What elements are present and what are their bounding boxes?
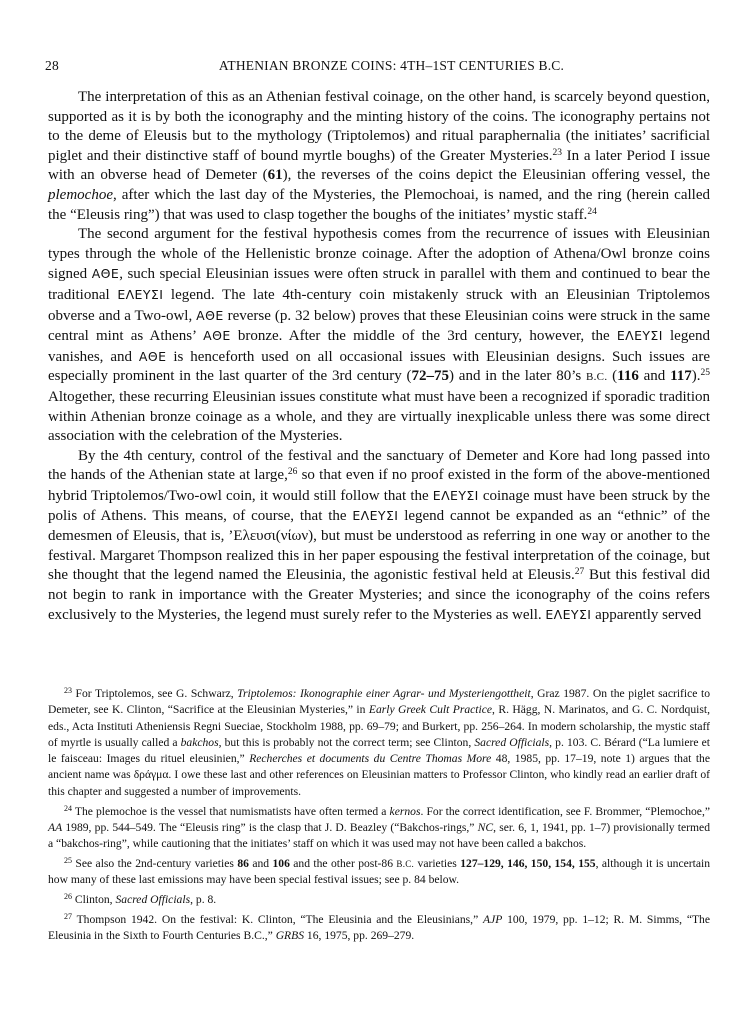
catalogue-ref: 106 [272,856,290,870]
text-run: apparently served [591,607,702,624]
text-run: Clinton, [72,893,116,907]
italic-title: AJP [483,912,503,926]
footnote-ref-26[interactable]: 26 [287,467,298,478]
catalogue-ref: 61 [267,167,283,184]
text-run: , but this is probably not the correct term; see Clinton, [218,735,475,749]
italic-title: Sacred Officials [474,735,550,749]
italic-title: GRBS [275,929,305,943]
greek-legend: ΑΘΕ [91,266,120,282]
text-run: But this festival did not begin to rank in importance with the Greater Mysteries; and since the iconography of the coins refers exclusively to the Mysteries, the legend must surely refer to the Mysteries as well. [48,567,710,624]
footnote-24 [48,804,710,853]
greek-legend: ΑΘΕ [203,328,231,344]
italic-term: plemochoe [48,186,113,203]
text-run: legend vanishes, and [48,328,710,365]
text-run: The second argument for the festival hypothesis comes from the recurrence of issues with Eleusinian types through the whole of the Hellenistic bronze coinage. After the adoption of Athena/Owl bronze coins signed [48,226,710,283]
footnote-number: 23 [64,686,72,695]
text-run: For Triptolemos, see G. Schwarz, [72,687,238,700]
italic-term: bakchos [180,735,219,749]
footnote-number: 26 [64,892,72,902]
page-number: 28 [45,58,59,73]
paragraph-3 [48,447,710,626]
text-run: legend cannot be expanded as an “ethnic” of the demesmen of Eleusis, that is, ’Ελευσι(νίων), but must be understood as referring in one way or another to the festival. Margaret Thompson realized this in her paper espousing the festival interpretation of the coinage, but she thought that the legend named the Eleusinia, the agonistic festival held at Eleusis. [48,508,710,584]
text-run: legend. The late 4th-century coin mistakenly struck with an Eleusinian Triptolemos obverse and a Two-owl, [48,286,711,324]
text-run: varieties [414,856,461,870]
italic-title: Early Greek Cult Practice [368,703,493,717]
text-run: . For the correct identification, see F. Brommer, “Plemochoe,” [420,804,710,818]
text-run: ( [607,368,618,385]
italic-title: NC [477,820,494,834]
italic-term: kernos [389,804,421,818]
text-run: , after which the last day of the Mysteries, the Plemochoai, is named, and the ring (herein called the “Eleusis ring”) that was used to clasp together the boughs of the initiates’ mystic staff. [48,186,710,223]
text-run: coinage must have been struck by the polis of Athens. This means, of course, that the [48,487,710,525]
italic-title: Sacred Officials [115,893,191,907]
paragraph-2 [48,225,710,447]
era-abbrev: B.C. [586,371,608,384]
footnote-ref-24[interactable]: 24 [587,206,597,217]
running-title: ATHENIAN BRONZE COINS: 4TH–1ST CENTURIES B.C. [218,58,565,73]
text-run: , although it is uncertain how many of these last emissions may have been special festival issues; see p. 84 below. [48,856,711,887]
greek-legend: ΑΘΕ [196,307,224,323]
text-run: Thompson 1942. On the festival: K. Clinton, “The Eleusinia and the Eleusinians,” [72,912,484,926]
footnote-25 [48,856,710,889]
text-run: , p. 8. [190,893,217,907]
greek-legend: ΕΛΕΥΣΙ [117,286,164,302]
greek-legend: ΕΛΕΥΣΙ [545,607,592,623]
text-run: reverse (p. 32 below) proves that these Eleusinian coins were struck in the same central mint as Athens’ [48,307,710,345]
text-run: The interpretation of this as an Athenian festival coinage, on the other hand, is scarcely beyond question, supported as it is by both the iconography and the minting history of the coins. The iconography pertains not to the deme of Eleusis but to the mythology (Triptolemos) and ritual paraphernalia (the initiates’ sacrificial piglet and their distinctive staff of bound myrtle boughs) of the Greater Mysteries. [48,89,710,164]
footnote-number: 27 [64,911,72,921]
text-run: 16, 1975, pp. 269–279. [304,929,415,943]
italic-title: Triptolemos: Ikonographie einer Agrar- und Mysteriengottheit [237,687,531,700]
text-run: , Graz 1987. On the piglet sacrifice to Demeter, see K. Clinton, “Sacrifice at the Eleusinian Mysteries,” in [48,687,710,717]
text-run: , ser. 6, 1, 1941, pp. 1–7) provisionally termed a “bakchos-ring”, while cautioning that the initiates’ staff on which it was used may not have been called a bakchos. [48,820,710,851]
italic-title: AA [48,820,63,834]
footnote-number: 24 [64,803,72,813]
text-run: 48, 1985, pp. 17–19, note 1) argues that the ancient name was δράγμα. I owe these last and other references on Eleusinian matters to Professor Clinton, who kindly read an earlier draft of this chapter and suggested a number of improvements. [48,752,711,798]
text-run: bronze. After the middle of the 3rd century, however, the [230,328,617,345]
text-run: The plemochoe is the vessel that numismatists have often termed a [72,804,390,818]
catalogue-ref-list: 127–129, 146, 150, 154, 155 [460,856,596,870]
text-run: is henceforth used on all occasional issues with Eleusinian designs. Such issues are especially prominent in the last quarter of the 3rd century ( [48,348,710,385]
footnote-27 [48,912,710,945]
catalogue-ref: 72–75 [411,368,450,385]
text-run: , such special Eleusinian issues were often struck in parallel with them and continued to bear the traditional [48,266,710,303]
era-abbrev: B.C. [396,858,415,869]
greek-legend: ΕΛΕΥΣΙ [352,508,399,524]
footnote-ref-23[interactable]: 23 [552,147,562,158]
text-run: , R. Hägg, N. Marinatos, and G. C. Nordquist, eds., Acta Instituti Atheniensis Regni Sueciae, Stockholm 1988, pp. 69–79; and Burkert, pp. 256–264. In modern scholarship, the mystic staff of myrtle is usually called a [48,703,711,749]
text-run: ) and in the later 80’s [449,368,586,385]
text-run: By the 4th century, control of the festival and the sanctuary of Demeter and Kore had long passed into the hands of the Athenian state at large, [48,447,710,484]
body-text [48,88,710,626]
paragraph-1 [48,88,710,225]
text-run: Altogether, these recurring Eleusinian issues constitute what must have been a recognized if sporadic tradition within Athenian bronze coinage as a whole, and they are virtually inexplicable unless there was some direct association with the celebration of the Mysteries. [48,388,710,445]
footnote-ref-27[interactable]: 27 [574,567,585,578]
text-run: ). [691,368,701,385]
footnotes [48,686,710,948]
text-run: and [248,856,273,870]
footnote-number: 25 [64,855,72,865]
catalogue-ref: 86 [237,856,249,870]
greek-legend: ΑΘΕ [138,348,167,364]
text-run: See also the 2nd-century varieties [72,856,238,870]
text-run: 1989, pp. 544–549. The “Eleusis ring” is the clasp that J. D. Beazley (“Bakchos-rings,” [62,820,478,834]
text-run: 100, 1979, pp. 1–12; R. M. Simms, “The Eleusinia in the Sixth to Fourth Centuries B.C.,” [48,912,710,943]
text-run: ), the reverses of the coins depict the Eleusinian offering vessel, the [282,167,710,184]
text-run: and the other post-86 [289,856,397,870]
greek-legend: ΕΛΕΥΣΙ [432,487,479,503]
footnote-23 [48,686,710,800]
text-run: , p. 103. C. Bérard (“La lumiere et le faisceau: Images du rituel eleusinien,” [48,735,711,766]
greek-legend: ΕΛΕΥΣΙ [616,328,663,344]
footnote-26 [48,892,710,908]
footnote-ref-25[interactable]: 25 [700,368,710,379]
italic-title: Recherches et documents du Centre Thomas More [249,752,492,766]
text-run: In a later Period I issue with an obverse head of Demeter ( [48,147,710,184]
catalogue-ref: 117 [670,368,692,385]
text-run: and [638,368,671,385]
text-run: so that even if no proof existed in the form of the above-mentioned hybrid Triptolemos/Two-owl coin, it would still follow that the [48,467,710,504]
catalogue-ref: 116 [617,368,639,385]
